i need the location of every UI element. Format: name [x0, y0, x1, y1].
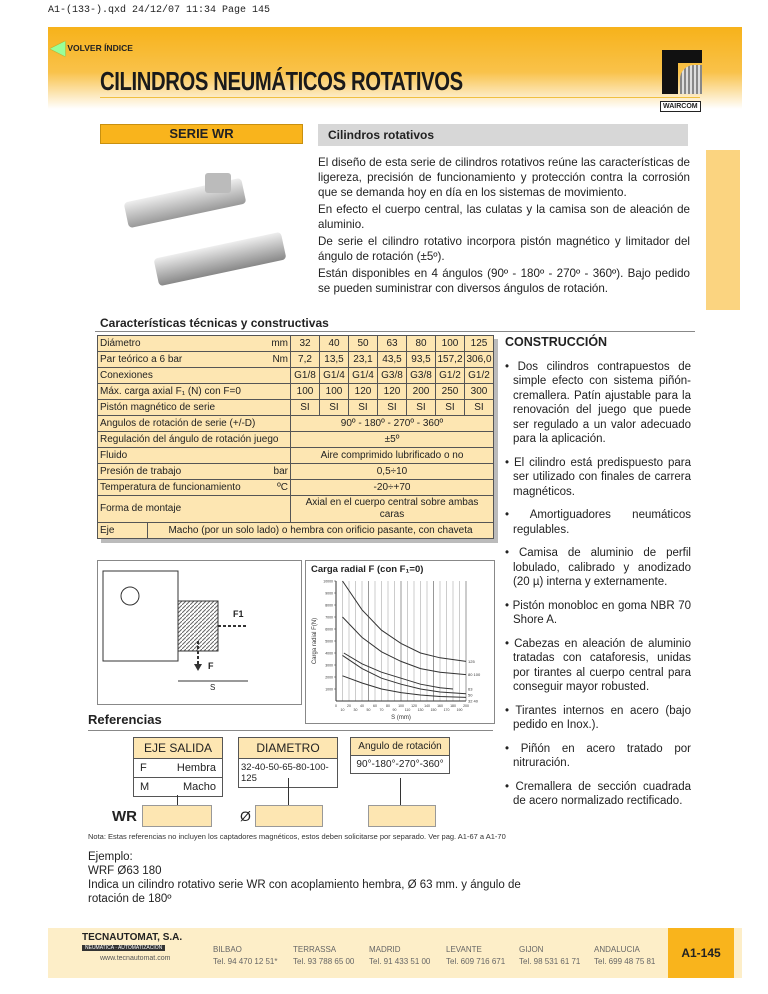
y-tick-label: 5000 — [325, 639, 333, 644]
waircom-logo: WAIRCOM — [660, 101, 701, 112]
back-to-index-link[interactable] — [50, 35, 133, 60]
spec-value: 200 — [407, 384, 436, 400]
example — [88, 850, 538, 906]
spec-value: 250 — [436, 384, 465, 400]
spec-value: G1/4 — [349, 368, 378, 384]
office-phone: Tel. 609 716 671 — [446, 957, 506, 966]
spec-value: 120 — [378, 384, 407, 400]
eje-salida-box — [133, 737, 223, 797]
spec-row — [98, 523, 494, 539]
office-phone: Tel. 98 531 61 71 — [519, 957, 581, 966]
wr-prefix: WR — [112, 808, 137, 825]
spec-row — [98, 368, 494, 384]
spec-label-cell — [98, 448, 291, 464]
y-tick-label: 3000 — [325, 663, 333, 668]
spec-value: G3/8 — [378, 368, 407, 384]
spec-row — [98, 432, 494, 448]
description-paragraph: En efecto el cuerpo central, las culatas y la camisa son de aleación de aluminio. — [318, 203, 690, 231]
serie-subtitle: Cilindros rotativos — [318, 124, 688, 146]
spec-row — [98, 336, 494, 352]
spec-value: 100 — [436, 336, 465, 352]
diametro-slot — [255, 805, 323, 827]
x-tick-label: 170 — [443, 708, 450, 712]
arrow-down-icon — [400, 778, 401, 805]
x-tick-label: 160 — [437, 704, 443, 708]
construccion-item: • El cilindro está predispuesto para ser utilizado con finales de carrera magnéticos. — [505, 456, 691, 498]
x-tick-label: 150 — [430, 708, 437, 712]
angulo-header: Angulo de rotación — [351, 738, 449, 756]
diameter-symbol: Ø — [240, 808, 251, 824]
spec-value: 93,5 — [407, 352, 436, 368]
spec-value: 32 — [291, 336, 320, 352]
x-tick-label: 110 — [404, 708, 411, 712]
spec-value: G3/8 — [407, 368, 436, 384]
spec-row — [98, 400, 494, 416]
spec-label: Máx. carga axial F₁ (N) con F=0 — [100, 385, 241, 397]
spec-row — [98, 352, 494, 368]
spec-value: 0,5÷10 — [291, 464, 494, 480]
spec-value: G1/8 — [291, 368, 320, 384]
divider — [95, 331, 695, 332]
spec-value: 13,5 — [320, 352, 349, 368]
construccion-item: • Dos cilindros contrapuestos de simple efecto con sistema piñón-cremallera. Patín ajustable para la renovación del juego que puede ser regulado a un valor adecuado para la aplicación. — [505, 360, 691, 445]
construccion-item: • Amortiguadores neumáticos regulables. — [505, 509, 691, 536]
arrow-down-icon — [288, 778, 289, 805]
angulo-box — [350, 737, 450, 774]
company-tagline: NEUMATICA · AUTOMATIZACION — [82, 945, 165, 951]
f1-label: F1 — [233, 609, 244, 619]
spec-label-cell — [98, 384, 291, 400]
spec-value: -20÷+70 — [291, 480, 494, 496]
radial-load-chart — [306, 561, 496, 725]
spec-value: 40 — [320, 336, 349, 352]
eje-option — [134, 778, 222, 796]
y-tick-label: 6000 — [325, 627, 333, 632]
option-label: Hembra — [176, 762, 216, 774]
series-label: 50 — [468, 692, 473, 698]
construccion-item: • Piñón en acero tratado por nitruración. — [505, 742, 691, 769]
spec-value: Aire comprimido lubrificado o no — [291, 448, 494, 464]
note: Nota: Estas referencias no incluyen los captadores magnéticos, estos deben solicitarse por separado. Ver pag. A1-67 a A1-70 — [88, 832, 506, 841]
y-tick-label: 10000 — [323, 579, 333, 584]
spec-value: SI — [436, 400, 465, 416]
example-label: Ejemplo: — [88, 851, 133, 863]
product-photo — [115, 165, 295, 295]
tecnautomat-logo-icon — [662, 50, 702, 94]
series-label: 32 40 — [468, 698, 479, 704]
office-city: TERRASSA — [293, 945, 337, 954]
spec-label-cell — [98, 480, 291, 496]
description — [318, 155, 690, 298]
chart-panel — [305, 560, 495, 724]
f-label: F — [208, 661, 214, 671]
x-tick-label: 60 — [373, 704, 377, 708]
construccion-item: • Camisa de aluminio de perfil lobulado, calibrado y anodizado (20 µ) interna y externamente. — [505, 547, 691, 588]
spec-value: Axial en el cuerpo central sobre ambas caras — [291, 496, 494, 523]
spec-unit: bar — [273, 465, 288, 477]
y-tick-label: 7000 — [325, 615, 333, 620]
office-contact — [519, 944, 580, 968]
serie-badge: SERIE WR — [100, 124, 303, 144]
spec-value: SI — [291, 400, 320, 416]
office-phone: Tel. 91 433 51 00 — [369, 957, 431, 966]
spec-value: G1/4 — [320, 368, 349, 384]
spec-label-cell — [98, 368, 291, 384]
spec-value: 23,1 — [349, 352, 378, 368]
spec-value: Macho (por un solo lado) o hembra con orificio pasante, con chaveta — [148, 523, 494, 539]
specs-table — [97, 335, 494, 539]
office-city: GIJON — [519, 945, 544, 954]
spec-label: Fluido — [100, 449, 128, 461]
x-tick-label: 0 — [335, 704, 337, 708]
office-city: ANDALUCIA — [594, 945, 640, 954]
spec-row — [98, 384, 494, 400]
specs-heading: Características técnicas y constructivas — [100, 316, 329, 330]
spec-label-cell — [98, 416, 291, 432]
x-tick-label: 70 — [379, 708, 384, 712]
chart-title: Carga radial F (con F₁=0) — [311, 564, 424, 575]
spec-label: Eje — [98, 523, 148, 539]
spec-label: Conexiones — [100, 369, 153, 381]
spec-value: ±5º — [291, 432, 494, 448]
spec-value: 100 — [291, 384, 320, 400]
construccion-item: • Pistón monobloc en goma NBR 70 Shore A. — [505, 599, 691, 626]
spec-label-cell — [98, 432, 291, 448]
x-tick-label: 100 — [398, 704, 404, 708]
side-tab — [706, 150, 740, 310]
office-contact — [369, 944, 430, 968]
series-label: 125 — [468, 658, 475, 664]
spec-unit: Nm — [272, 353, 288, 365]
example-text: Indica un cilindro rotativo serie WR con acoplamiento hembra, Ø 63 mm. y ángulo de rotación de 180º — [88, 879, 521, 905]
spec-value: 100 — [320, 384, 349, 400]
office-contact — [594, 944, 655, 968]
spec-value: 157,2 — [436, 352, 465, 368]
spec-label: Pistón magnético de serie — [100, 401, 216, 413]
option-code: M — [140, 781, 150, 793]
x-tick-label: 10 — [340, 708, 345, 712]
spec-value: 63 — [378, 336, 407, 352]
x-tick-label: 80 — [386, 704, 390, 708]
s-label: S — [210, 683, 216, 692]
x-tick-label: 30 — [353, 708, 358, 712]
x-tick-label: 180 — [450, 704, 456, 708]
spec-value: SI — [378, 400, 407, 416]
series-line — [343, 617, 467, 675]
spec-row — [98, 448, 494, 464]
spec-label: Angulos de rotación de serie (+/-D) — [100, 417, 256, 429]
spec-value: SI — [320, 400, 349, 416]
back-arrow-icon: ◀ — [50, 37, 66, 59]
option-label: Macho — [182, 781, 216, 793]
spec-label-cell — [98, 336, 291, 352]
y-tick-label: 9000 — [325, 591, 333, 596]
diametro-header: DIAMETRO — [239, 738, 337, 759]
office-phone: Tel. 93 788 65 00 — [293, 957, 355, 966]
divider — [88, 730, 493, 731]
office-phone: Tel. 699 48 75 81 — [594, 957, 656, 966]
spec-value: 306,0 — [465, 352, 494, 368]
title-underline — [100, 97, 700, 98]
x-tick-label: 130 — [417, 708, 424, 712]
eje-option — [134, 759, 222, 778]
eje-slot — [142, 805, 212, 827]
x-tick-label: 50 — [366, 708, 371, 712]
spec-unit: ºC — [277, 481, 288, 493]
office-contact — [213, 944, 278, 968]
y-tick-label: 4000 — [325, 651, 333, 656]
diametro-value: 32-40-50-65-80-100-125 — [241, 762, 329, 784]
construccion-item: • Cabezas en aleación de aluminio tratadas con cataforesis, unidas por tirantes al cuerpo central para conseguir mayor robusted. — [505, 637, 691, 693]
spec-row — [98, 464, 494, 480]
office-city: LEVANTE — [446, 945, 482, 954]
spec-value: G1/2 — [465, 368, 494, 384]
construccion-item: • Cremallera de sección cuadrada de acero normalizado rectificado. — [505, 780, 691, 807]
spec-value: SI — [465, 400, 494, 416]
spec-value: 120 — [349, 384, 378, 400]
cylinder-diagram-icon — [98, 561, 303, 706]
y-tick-label: 8000 — [325, 603, 333, 608]
angulo-slot — [368, 805, 436, 827]
company-website-link[interactable]: www.tecnautomat.com — [100, 955, 171, 962]
office-contact — [293, 944, 354, 968]
angulo-value: 90°-180°-270°-360° — [356, 759, 444, 770]
spec-value: SI — [407, 400, 436, 416]
page-number: A1-145 — [668, 928, 734, 978]
spec-label: Forma de montaje — [98, 496, 291, 523]
y-tick-label: 1000 — [325, 687, 333, 692]
x-tick-label: 40 — [360, 704, 364, 708]
spec-value: 90º - 180º - 270º - 360º — [291, 416, 494, 432]
office-city: MADRID — [369, 945, 401, 954]
construccion-heading: CONSTRUCCIÓN — [505, 335, 608, 349]
option-code: F — [140, 762, 147, 774]
x-tick-label: 200 — [463, 704, 469, 708]
spec-label: Temperatura de funcionamiento — [100, 481, 241, 493]
spec-value: 7,2 — [291, 352, 320, 368]
page-title: CILINDROS NEUMÁTICOS ROTATIVOS — [100, 66, 463, 96]
series-line — [343, 581, 467, 661]
description-paragraph: De serie el cilindro rotativo incorpora pistón magnético y limitador del ángulo de rotación (±5º). — [318, 235, 690, 263]
x-tick-label: 20 — [347, 704, 351, 708]
spec-value: 125 — [465, 336, 494, 352]
spec-label-cell — [98, 352, 291, 368]
spec-row — [98, 480, 494, 496]
description-paragraph: El diseño de esta serie de cilindros rotativos reúne las características de ligereza, precisión de funcionamiento y protección contra la corrosión que se demanda hoy en día en los sistemas de movimiento. — [318, 156, 690, 199]
construccion-item: • Tirantes internos en acero (bajo pedido en Inox.). — [505, 704, 691, 731]
spec-label-cell — [98, 400, 291, 416]
company-name: TECNAUTOMAT, S.A. — [82, 932, 183, 943]
y-axis-label: Carga radial F(N) — [312, 617, 318, 665]
spec-value: 80 — [407, 336, 436, 352]
series-label: 63 — [468, 686, 473, 692]
spec-value: 50 — [349, 336, 378, 352]
spec-label: Par teórico a 6 bar — [100, 353, 183, 365]
spec-row — [98, 416, 494, 432]
x-tick-label: 90 — [392, 708, 397, 712]
spec-unit: mm — [271, 337, 288, 349]
back-label: VOLVER ÍNDICE — [67, 42, 133, 53]
cylinder-drawing — [97, 560, 302, 705]
print-slug: A1-(133-).qxd 24/12/07 11:34 Page 145 — [48, 5, 271, 16]
eje-header: EJE SALIDA — [134, 738, 222, 759]
construccion-section — [505, 335, 691, 818]
referencias-heading: Referencias — [88, 712, 162, 727]
x-tick-label: 140 — [424, 704, 430, 708]
spec-row — [98, 496, 494, 523]
x-tick-label: 190 — [456, 708, 463, 712]
office-city: BILBAO — [213, 945, 242, 954]
spec-value: 43,5 — [378, 352, 407, 368]
spec-label: Regulación del ángulo de rotación juego — [100, 433, 279, 445]
arrow-down-icon — [177, 795, 178, 805]
x-axis-label: S (mm) — [391, 715, 411, 721]
x-tick-label: 120 — [411, 704, 417, 708]
series-label: 80 100 — [468, 672, 481, 678]
spec-label-cell — [98, 464, 291, 480]
office-contact — [446, 944, 505, 968]
spec-value: SI — [349, 400, 378, 416]
spec-value: G1/2 — [436, 368, 465, 384]
example-code: WRF Ø63 180 — [88, 865, 162, 877]
y-tick-label: 2000 — [325, 675, 333, 680]
description-paragraph: Están disponibles en 4 ángulos (90º - 180º - 270º - 360º). Bajo pedido se pueden suministrar con diversos ángulos de rotación. — [318, 267, 690, 295]
spec-label: Diámetro — [100, 337, 141, 349]
spec-label: Presión de trabajo — [100, 465, 182, 477]
office-phone: Tel. 94 470 12 51* — [213, 957, 278, 966]
spec-value: 300 — [465, 384, 494, 400]
